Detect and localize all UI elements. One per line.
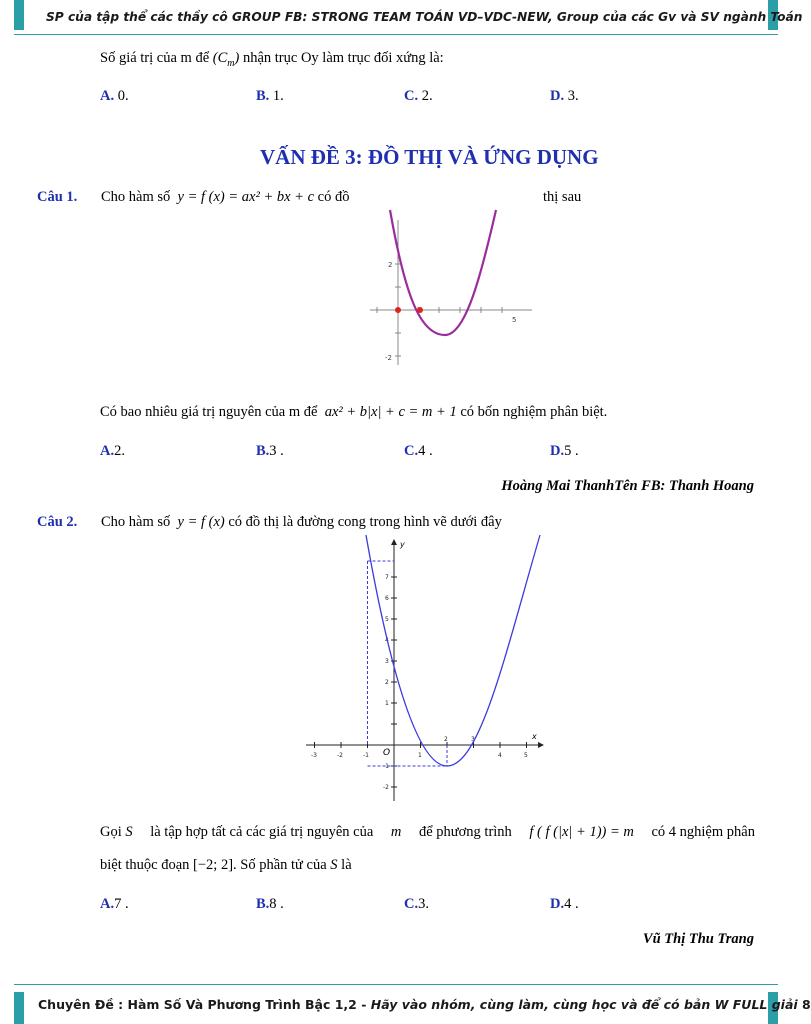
q2-tick-x-4: 4 <box>498 752 502 759</box>
q1-author: Hoàng Mai ThanhTên FB: Thanh Hoang <box>501 478 754 494</box>
footer-title: Chuyên Đề : Hàm Số Và Phương Trình Bậc 1,2 - <box>38 997 367 1012</box>
q1-stem-end: thị sau <box>543 189 582 205</box>
q2-question-line1: Gọi S là tập hợp tất cả các giá trị nguyên của m để phương trình f ( f (|x| + 1)) = m có 4 nghiệm phân <box>100 824 755 840</box>
q1-tick-y-top: 2 <box>388 261 393 269</box>
q2-tick-x-1: 1 <box>418 752 422 759</box>
q1-point-root <box>417 307 423 313</box>
q2-tick-y-6: 6 <box>385 595 389 602</box>
header-left-bar <box>14 0 24 30</box>
q2-x-label: x <box>532 732 537 741</box>
q1-graph <box>360 210 540 370</box>
q2-tick-y-neg2: -2 <box>383 784 389 791</box>
q2-tick-x-neg3: -3 <box>311 752 317 759</box>
q2-label: Câu 2. <box>37 514 78 530</box>
q1-option-c[interactable]: C.4 . <box>404 443 433 459</box>
page-number: 8 <box>802 997 811 1012</box>
footer-left-bar <box>14 992 24 1024</box>
q2-tick-y-2: 2 <box>385 679 389 686</box>
q2-curve <box>366 535 540 766</box>
q1-point-y-intercept <box>395 307 401 313</box>
q2-option-c[interactable]: C.3. <box>404 896 429 912</box>
footer-divider <box>14 984 778 985</box>
q2-option-a[interactable]: A.7 . <box>100 896 129 912</box>
prev-option-b[interactable]: B. 1. <box>256 88 284 104</box>
q1-label: Câu 1. <box>37 189 78 205</box>
q2-origin-label: O <box>383 748 391 758</box>
q1-tick-x-right: 5 <box>512 316 517 324</box>
q1-option-b[interactable]: B.3 . <box>256 443 284 459</box>
q2-tick-x-3: 3 <box>471 736 475 743</box>
q1-question: Có bao nhiêu giá trị nguyên của m để ax² + b|x| + c = m + 1 có bốn nghiệm phân biệt. <box>100 404 608 420</box>
footer-slogan: Hãy vào nhóm, cùng làm, cùng học và để có bản W FULL giải <box>370 997 798 1012</box>
page-header: SP của tập thể các thầy cô GROUP FB: STRONG TEAM TOÁN VD–VDC-NEW, Group của các Gv và SV ngành Toán <box>46 10 803 24</box>
q2-y-label: y <box>400 540 405 549</box>
q2-stem: Cho hàm số y = f (x) có đồ thị là đường cong trong hình vẽ dưới đây <box>101 514 502 530</box>
q2-tick-y-5: 5 <box>385 616 389 623</box>
prev-question-text: Số giá trị của m để $(C_m)$ nhận trục Oy làm trục đối xứng là: <box>100 50 444 69</box>
q2-question-line2: biệt thuộc đoạn [−2; 2]. Số phần tử của S là <box>100 857 352 873</box>
q2-tick-y-3: 3 <box>385 658 389 665</box>
q2-tick-y-1: 1 <box>385 700 389 707</box>
q1-stem: Cho hàm số y = f (x) = ax² + bx + c có đồ <box>101 189 350 205</box>
prev-option-c[interactable]: C. 2. <box>404 88 433 104</box>
q2-tick-x-5: 5 <box>524 752 528 759</box>
q2-tick-x-neg2: -2 <box>337 752 343 759</box>
q1-option-d[interactable]: D.5 . <box>550 443 579 459</box>
q2-author: Vũ Thị Thu Trang <box>642 931 754 947</box>
page-footer <box>38 997 811 1012</box>
q2-tick-y-4: 4 <box>385 637 389 644</box>
q1-option-a[interactable]: A.2. <box>100 443 125 459</box>
q2-tick-x-neg1: -1 <box>363 752 369 759</box>
q2-tick-y-7: 7 <box>385 574 389 581</box>
q2-tick-y-neg1: -1 <box>383 763 389 770</box>
q1-parabola <box>390 210 496 335</box>
section-title: VẤN ĐỀ 3: ĐỒ THỊ VÀ ỨNG DỤNG <box>260 145 599 169</box>
q2-option-b[interactable]: B.8 . <box>256 896 284 912</box>
prev-option-d[interactable]: D. 3. <box>550 88 579 104</box>
prev-option-a[interactable]: A. 0. <box>100 88 129 104</box>
q2-option-d[interactable]: D.4 . <box>550 896 579 912</box>
header-divider <box>14 34 778 35</box>
q1-tick-y-bottom: -2 <box>385 354 392 362</box>
q2-graph <box>300 535 550 805</box>
q2-tick-x-2: 2 <box>444 736 448 743</box>
